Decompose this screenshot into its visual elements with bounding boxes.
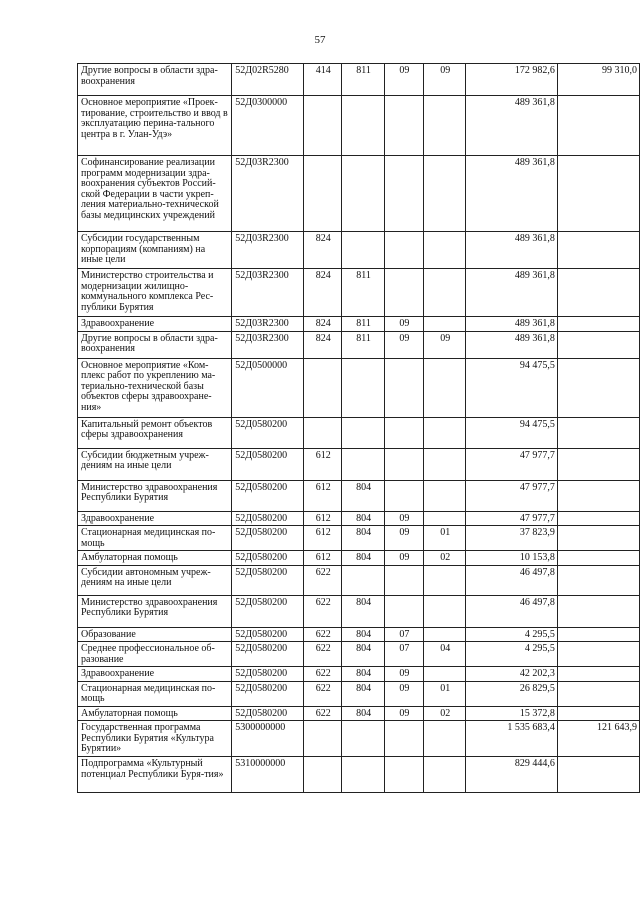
target-code-cell: 52Д0580200 (232, 480, 304, 511)
target-code-cell: 52Д0580200 (232, 667, 304, 682)
amount-total-cell: 489 361,8 (466, 96, 558, 156)
subsection-code-cell (384, 96, 423, 156)
target-code-cell: 52Д0580200 (232, 565, 304, 595)
amount-total-cell: 489 361,8 (466, 232, 558, 269)
amount-total-cell: 172 982,6 (466, 64, 558, 96)
section-code-cell (342, 448, 384, 480)
table-row (78, 448, 640, 480)
target-code-cell: 52Д0580200 (232, 595, 304, 627)
target-code-cell: 52Д03R2300 (232, 331, 304, 358)
amount-total-cell: 26 829,5 (466, 681, 558, 706)
row-name-cell: Другие вопросы в области здра-воохранения (78, 331, 232, 358)
target-code-cell: 52Д03R2300 (232, 269, 304, 317)
amount-federal-cell (557, 627, 639, 642)
table-row (78, 417, 640, 448)
amount-total-cell: 47 977,7 (466, 511, 558, 526)
subsection-code-cell: 09 (384, 331, 423, 358)
section-code-cell (342, 156, 384, 232)
target-code-cell: 52Д0580200 (232, 526, 304, 551)
amount-federal-cell (557, 269, 639, 317)
subsection-code-cell (384, 565, 423, 595)
row-name-cell: Основное мероприятие «Ком-плекс работ по укреплению ма-териально-технической базы объектов сферы здравоохране-ния» (78, 358, 232, 417)
ministry-code-cell: 824 (303, 232, 341, 269)
table-row (78, 526, 640, 551)
ministry-code-cell: 612 (303, 511, 341, 526)
amount-federal-cell (557, 480, 639, 511)
section-code-cell (342, 721, 384, 757)
subsection-code-cell (384, 417, 423, 448)
amount-federal-cell (557, 448, 639, 480)
row-name-cell: Министерство здравоохранения Республики Бурятия (78, 595, 232, 627)
target-code-cell: 52Д03R2300 (232, 156, 304, 232)
amount-total-cell: 489 361,8 (466, 156, 558, 232)
subsection-code-cell: 09 (384, 681, 423, 706)
row-name-cell: Министерство строительства и модернизации жилищно-коммунального комплекса Рес-публики Бурятия (78, 269, 232, 317)
amount-total-cell: 489 361,8 (466, 269, 558, 317)
expense-type-code-cell (424, 595, 466, 627)
target-code-cell: 52Д0580200 (232, 681, 304, 706)
row-name-cell: Основное мероприятие «Проек-тирование, строительство и ввод в эксплуатацию перина-тального центра в г. Улан-Удэ» (78, 96, 232, 156)
expense-type-code-cell (424, 269, 466, 317)
table-row (78, 757, 640, 793)
section-code-cell: 804 (342, 595, 384, 627)
section-code-cell (342, 232, 384, 269)
table-row (78, 595, 640, 627)
target-code-cell: 52Д0580200 (232, 627, 304, 642)
amount-federal-cell (557, 706, 639, 721)
target-code-cell: 52Д0300000 (232, 96, 304, 156)
ministry-code-cell (303, 96, 341, 156)
table-row (78, 317, 640, 332)
amount-total-cell: 489 361,8 (466, 317, 558, 332)
target-code-cell: 52Д0580200 (232, 551, 304, 566)
row-name-cell: Образование (78, 627, 232, 642)
section-code-cell: 811 (342, 331, 384, 358)
amount-total-cell: 46 497,8 (466, 595, 558, 627)
table-row (78, 269, 640, 317)
table-row (78, 706, 640, 721)
expense-type-code-cell (424, 448, 466, 480)
subsection-code-cell: 09 (384, 526, 423, 551)
subsection-code-cell (384, 269, 423, 317)
amount-federal-cell (557, 511, 639, 526)
section-code-cell: 804 (342, 642, 384, 667)
expense-type-code-cell (424, 96, 466, 156)
budget-table (77, 63, 640, 793)
amount-total-cell: 1 535 683,4 (466, 721, 558, 757)
row-name-cell: Стационарная медицинская по-мощь (78, 526, 232, 551)
ministry-code-cell: 612 (303, 448, 341, 480)
expense-type-code-cell (424, 358, 466, 417)
target-code-cell: 52Д0580200 (232, 642, 304, 667)
table-row (78, 667, 640, 682)
amount-federal-cell (557, 667, 639, 682)
row-name-cell: Амбулаторная помощь (78, 551, 232, 566)
amount-total-cell: 42 202,3 (466, 667, 558, 682)
ministry-code-cell (303, 721, 341, 757)
amount-total-cell: 94 475,5 (466, 358, 558, 417)
amount-total-cell: 10 153,8 (466, 551, 558, 566)
row-name-cell: Амбулаторная помощь (78, 706, 232, 721)
section-code-cell: 811 (342, 317, 384, 332)
table-row (78, 64, 640, 96)
table-row (78, 96, 640, 156)
subsection-code-cell (384, 448, 423, 480)
table-row (78, 480, 640, 511)
subsection-code-cell (384, 480, 423, 511)
page-number: 57 (314, 34, 326, 46)
row-name-cell: Здравоохранение (78, 317, 232, 332)
ministry-code-cell: 824 (303, 331, 341, 358)
section-code-cell: 804 (342, 627, 384, 642)
table-row (78, 232, 640, 269)
amount-total-cell: 4 295,5 (466, 627, 558, 642)
expense-type-code-cell: 02 (424, 706, 466, 721)
target-code-cell: 5300000000 (232, 721, 304, 757)
row-name-cell: Софинансирование реализации программ модернизации здра-воохранения субъектов Россий-ской Федерации в части укреп-ления материально-технической базы медицинских учреждений (78, 156, 232, 232)
table-row (78, 642, 640, 667)
budget-table-body (78, 64, 640, 793)
subsection-code-cell (384, 757, 423, 793)
amount-federal-cell (557, 317, 639, 332)
expense-type-code-cell (424, 317, 466, 332)
section-code-cell: 804 (342, 480, 384, 511)
amount-federal-cell (557, 551, 639, 566)
target-code-cell: 52Д0580200 (232, 417, 304, 448)
target-code-cell: 52Д03R2300 (232, 232, 304, 269)
table-row (78, 156, 640, 232)
table-row (78, 511, 640, 526)
section-code-cell: 804 (342, 526, 384, 551)
expense-type-code-cell (424, 721, 466, 757)
expense-type-code-cell (424, 156, 466, 232)
ministry-code-cell: 612 (303, 526, 341, 551)
section-code-cell: 804 (342, 551, 384, 566)
section-code-cell (342, 417, 384, 448)
table-row (78, 721, 640, 757)
table-row (78, 358, 640, 417)
table-row (78, 565, 640, 595)
target-code-cell: 5310000000 (232, 757, 304, 793)
ministry-code-cell: 824 (303, 269, 341, 317)
amount-federal-cell (557, 681, 639, 706)
row-name-cell: Подпрограмма «Культурный потенциал Республики Буря-тия» (78, 757, 232, 793)
subsection-code-cell: 07 (384, 627, 423, 642)
amount-total-cell: 829 444,6 (466, 757, 558, 793)
expense-type-code-cell (424, 480, 466, 511)
section-code-cell: 804 (342, 681, 384, 706)
expense-type-code-cell (424, 511, 466, 526)
amount-total-cell: 46 497,8 (466, 565, 558, 595)
target-code-cell: 52Д03R2300 (232, 317, 304, 332)
section-code-cell: 811 (342, 64, 384, 96)
row-name-cell: Другие вопросы в области здра-воохранения (78, 64, 232, 96)
subsection-code-cell (384, 232, 423, 269)
amount-federal-cell (557, 331, 639, 358)
subsection-code-cell (384, 721, 423, 757)
amount-total-cell: 489 361,8 (466, 331, 558, 358)
target-code-cell: 52Д0580200 (232, 448, 304, 480)
amount-total-cell: 47 977,7 (466, 448, 558, 480)
row-name-cell: Субсидии автономным учреж-дениям на иные цели (78, 565, 232, 595)
section-code-cell: 811 (342, 269, 384, 317)
row-name-cell: Капитальный ремонт объектов сферы здравоохранения (78, 417, 232, 448)
expense-type-code-cell: 01 (424, 681, 466, 706)
amount-federal-cell (557, 96, 639, 156)
target-code-cell: 52Д0580200 (232, 511, 304, 526)
expense-type-code-cell: 04 (424, 642, 466, 667)
table-row (78, 331, 640, 358)
amount-federal-cell (557, 417, 639, 448)
ministry-code-cell: 622 (303, 565, 341, 595)
expense-type-code-cell: 09 (424, 331, 466, 358)
subsection-code-cell: 07 (384, 642, 423, 667)
expense-type-code-cell: 09 (424, 64, 466, 96)
expense-type-code-cell (424, 565, 466, 595)
amount-federal-cell (557, 232, 639, 269)
section-code-cell (342, 565, 384, 595)
ministry-code-cell (303, 757, 341, 793)
section-code-cell: 804 (342, 706, 384, 721)
section-code-cell (342, 757, 384, 793)
subsection-code-cell (384, 595, 423, 627)
expense-type-code-cell (424, 232, 466, 269)
row-name-cell: Здравоохранение (78, 667, 232, 682)
ministry-code-cell: 824 (303, 317, 341, 332)
row-name-cell: Среднее профессиональное об-разование (78, 642, 232, 667)
expense-type-code-cell (424, 667, 466, 682)
subsection-code-cell: 09 (384, 667, 423, 682)
row-name-cell: Министерство здравоохранения Республики Бурятия (78, 480, 232, 511)
ministry-code-cell: 612 (303, 480, 341, 511)
amount-total-cell: 4 295,5 (466, 642, 558, 667)
ministry-code-cell: 414 (303, 64, 341, 96)
target-code-cell: 52Д0580200 (232, 706, 304, 721)
amount-federal-cell (557, 595, 639, 627)
amount-total-cell: 37 823,9 (466, 526, 558, 551)
subsection-code-cell: 09 (384, 511, 423, 526)
amount-federal-cell (557, 565, 639, 595)
expense-type-code-cell (424, 627, 466, 642)
amount-federal-cell: 99 310,0 (557, 64, 639, 96)
target-code-cell: 52Д0500000 (232, 358, 304, 417)
table-row (78, 627, 640, 642)
target-code-cell: 52Д02R5280 (232, 64, 304, 96)
section-code-cell: 804 (342, 667, 384, 682)
amount-federal-cell: 121 643,9 (557, 721, 639, 757)
amount-total-cell: 47 977,7 (466, 480, 558, 511)
table-row (78, 551, 640, 566)
expense-type-code-cell (424, 757, 466, 793)
ministry-code-cell: 622 (303, 681, 341, 706)
section-code-cell: 804 (342, 511, 384, 526)
expense-type-code-cell (424, 417, 466, 448)
section-code-cell (342, 96, 384, 156)
ministry-code-cell: 622 (303, 627, 341, 642)
amount-federal-cell (557, 642, 639, 667)
subsection-code-cell (384, 358, 423, 417)
subsection-code-cell (384, 156, 423, 232)
ministry-code-cell (303, 156, 341, 232)
table-row (78, 681, 640, 706)
ministry-code-cell: 622 (303, 706, 341, 721)
row-name-cell: Субсидии государственным корпорациям (компаниям) на иные цели (78, 232, 232, 269)
amount-total-cell: 94 475,5 (466, 417, 558, 448)
row-name-cell: Стационарная медицинская по-мощь (78, 681, 232, 706)
ministry-code-cell (303, 417, 341, 448)
ministry-code-cell: 622 (303, 595, 341, 627)
subsection-code-cell: 09 (384, 64, 423, 96)
ministry-code-cell: 622 (303, 667, 341, 682)
amount-federal-cell (557, 526, 639, 551)
section-code-cell (342, 358, 384, 417)
amount-federal-cell (557, 156, 639, 232)
subsection-code-cell: 09 (384, 551, 423, 566)
amount-total-cell: 15 372,8 (466, 706, 558, 721)
row-name-cell: Субсидии бюджетным учреж-дениям на иные цели (78, 448, 232, 480)
expense-type-code-cell: 01 (424, 526, 466, 551)
amount-federal-cell (557, 358, 639, 417)
ministry-code-cell (303, 358, 341, 417)
row-name-cell: Государственная программа Республики Бурятия «Культура Бурятии» (78, 721, 232, 757)
ministry-code-cell: 612 (303, 551, 341, 566)
amount-federal-cell (557, 757, 639, 793)
ministry-code-cell: 622 (303, 642, 341, 667)
row-name-cell: Здравоохранение (78, 511, 232, 526)
expense-type-code-cell: 02 (424, 551, 466, 566)
subsection-code-cell: 09 (384, 706, 423, 721)
subsection-code-cell: 09 (384, 317, 423, 332)
